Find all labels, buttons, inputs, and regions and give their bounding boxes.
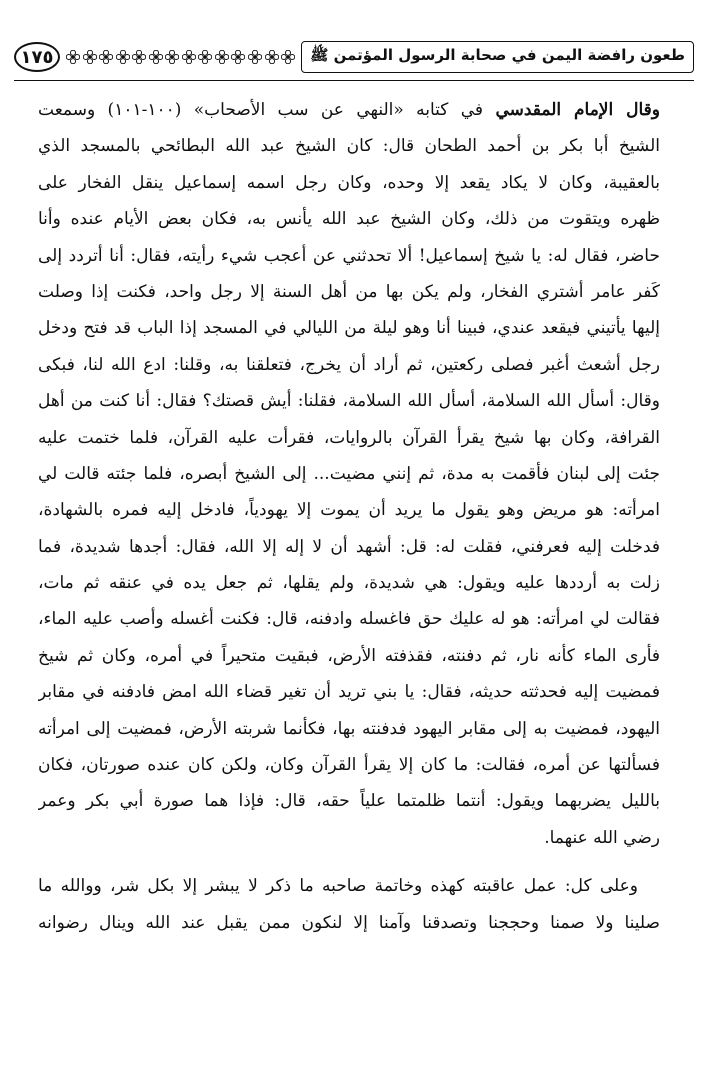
flower-ornament-icon: [116, 50, 130, 64]
flower-ornament-icon: [182, 50, 196, 64]
running-title: طعون رافضة اليمن في صحابة الرسول المؤتمن ﷺ: [301, 41, 694, 73]
flower-ornament-icon: [198, 50, 212, 64]
paragraph: [38, 92, 660, 856]
text-line: الشيخ أبا بكر بن أحمد الطحان قال: كان الشيخ عبد الله البطائحي بالمسجد الذي: [38, 136, 660, 157]
text-line: فأرى الماء كأنه نار، ثم دفنته، فقذفته الأرض، فبقيت متحيراً في أمره، وكان ثم شيخ: [38, 645, 660, 666]
text-line: فسألتها عن أمره، فقالت: ما كان إلا يقرأ القرآن وكان، ولكن كان عنده صورتان، فكان: [38, 755, 660, 776]
text-line: فدخلت إليه فعرفني، فقلت له: قل: أشهد أن لا إله إلا الله، فقال: أجدها شديدة، فما: [38, 536, 660, 557]
text-line: بالليل يضربهما ويقول: أنتما ظلمتما علياً حقه، قال: فإذا هما صورة أبي بكر وعمر: [38, 791, 660, 812]
text-line: جئت إلى لبنان فأقمت به مدة، ثم إنني مضيت... إلى الشيخ أبصره، فلما جئته قالت لي: [38, 463, 660, 484]
text-line: بالعقيبة، وكان لا يكاد يقعد إلا وحده، وكان رجل اسمه إسماعيل ينقل الفخار على: [38, 172, 660, 193]
flower-ornament-icon: [215, 50, 229, 64]
flower-ornament-icon: [265, 50, 279, 64]
text-line: كَفر عامر أشتري الفخار، ولم يكن بها من أهل السنة إلا رجل واحد، فكنت إذا وصلت: [38, 281, 660, 302]
text-line: رضي الله عنهما.: [544, 827, 660, 848]
flower-ornament-icon: [281, 50, 295, 64]
flower-ornament-icon: [149, 50, 163, 64]
header-divider: [14, 80, 694, 81]
ornament-border: [60, 42, 301, 72]
flower-ornament-icon: [165, 50, 179, 64]
flower-ornament-icon: [99, 50, 113, 64]
text-line: حاضر، فقال له: يا شيخ إسماعيل! ألا تحدثني عن أعجب شيء رأيته، فقال: أنا أتردد إلى: [38, 245, 660, 266]
text-line: صلينا ولا صمنا وحججنا وتصدقنا وآمنا إلا لنكون ممن يقبل عند الله وينال رضوانه: [38, 912, 660, 933]
text-line: [38, 92, 660, 128]
text-line: رجل أشعث أغبر فصلى ركعتين، ثم أراد أن يخرج، فتعلقنا به، وقلنا: ادع الله لنا، فبكى: [38, 354, 660, 375]
text-line: اليهود، فمضيت به إلى مقابر اليهود فدفنته بها، فكأنما شربته الأرض، فمضيت إلى امرأته: [38, 718, 660, 739]
page-number: ١٧٥: [14, 42, 60, 72]
flower-ornament-icon: [132, 50, 146, 64]
text-line: القرافة، وكان بها شيخ يقرأ القرآن بالروايات، فقرأت عليه القرآن، فلما ختمت عليه: [38, 427, 660, 448]
page-body: [38, 92, 660, 941]
paragraph: [38, 868, 660, 941]
text-line: إليها يأتيني فيقعد عندي، فبينا أنا وهو ليلة من الليالي في المسجد إذا الباب قد فتح ودخل: [38, 318, 660, 339]
text-line: زلت به أرددها عليه ويقول: هي شديدة، ولم يقلها، ثم جعل يده في عنقه ثم مات،: [38, 573, 660, 594]
text-line: وقال: أسأل الله السلامة، أسأل الله السلامة، فقلنا: أيش قصتك؟ فقال: أنا كنت من أهل: [38, 391, 660, 412]
flower-ornament-icon: [66, 50, 80, 64]
text-line: فمضيت إليه فحدثته حديثه، فقال: يا بني تريد أن تغير قضاء الله امض فادفنه في مقابر: [38, 682, 660, 703]
paragraph-lead: وقال الإمام المقدسي: [495, 100, 660, 120]
text-line: ظهره ويتقوت من ذلك، وكان الشيخ عبد الله يأنس به، فكان بعض الأيام عنده وأنا: [38, 209, 660, 230]
text-line: وعلى كل: عمل عاقبته كهذه وخاتمة صاحبه ما ذكر لا يبشر إلا بكل شر، ووالله ما: [38, 876, 638, 897]
flower-ornament-icon: [231, 50, 245, 64]
text-line: فقالت لي امرأته: هو له عليك حق فاغسله وادفنه، قال: فكنت أغسله وأصب عليه الماء،: [38, 609, 660, 630]
text-line-rest: في كتابه «النهي عن سب الأصحاب» (١٠٠-١٠١) وسمعت: [38, 100, 496, 120]
page-header: [14, 38, 694, 76]
flower-ornament-icon: [248, 50, 262, 64]
flower-ornament-icon: [83, 50, 97, 64]
text-line: امرأته: هو مريض وهو يقول ما يريد أن يموت إلا يهودياً، فادخل إليه فمره بالشهادة،: [38, 500, 660, 521]
